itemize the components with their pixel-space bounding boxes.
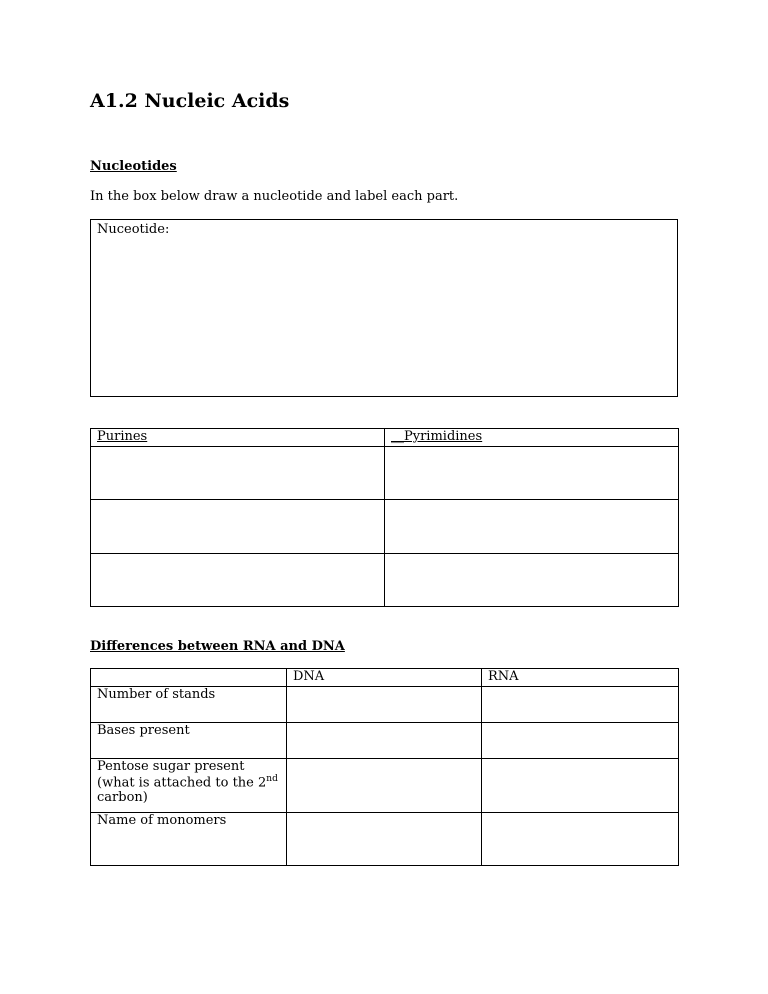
nucleotides-heading: Nucleotides	[90, 159, 177, 174]
dna-cell[interactable]	[287, 759, 482, 813]
row-label-monomers: Name of monomers	[91, 813, 287, 866]
purines-header: Purines	[91, 429, 385, 447]
bases-table	[90, 428, 679, 607]
purines-cell[interactable]	[91, 447, 385, 500]
pyrimidines-cell[interactable]	[385, 447, 679, 500]
page-title: A1.2 Nucleic Acids	[90, 90, 290, 112]
pyrimidines-cell[interactable]	[385, 554, 679, 607]
dna-header: DNA	[287, 669, 482, 687]
dna-cell[interactable]	[287, 813, 482, 866]
pyrimidines-cell[interactable]	[385, 500, 679, 554]
row-label-bases: Bases present	[91, 723, 287, 759]
nucleotide-drawing-box[interactable]	[90, 219, 678, 397]
corner-cell	[91, 669, 287, 687]
rna-cell[interactable]	[482, 723, 679, 759]
purines-cell[interactable]	[91, 500, 385, 554]
nucleotide-box-label: Nuceotide:	[97, 222, 170, 237]
differences-table	[90, 668, 679, 866]
rna-cell[interactable]	[482, 759, 679, 813]
rna-cell[interactable]	[482, 813, 679, 866]
row-label-pentose-sugar: Pentose sugar present (what is attached to the 2nd carbon)	[91, 759, 287, 813]
purines-cell[interactable]	[91, 554, 385, 607]
differences-heading: Differences between RNA and DNA	[90, 639, 345, 654]
rna-header: RNA	[482, 669, 679, 687]
nucleotide-instruction: In the box below draw a nucleotide and label each part.	[90, 189, 459, 204]
dna-cell[interactable]	[287, 687, 482, 723]
pyrimidines-header: __Pyrimidines	[385, 429, 679, 447]
row-label-strands: Number of stands	[91, 687, 287, 723]
dna-cell[interactable]	[287, 723, 482, 759]
rna-cell[interactable]	[482, 687, 679, 723]
